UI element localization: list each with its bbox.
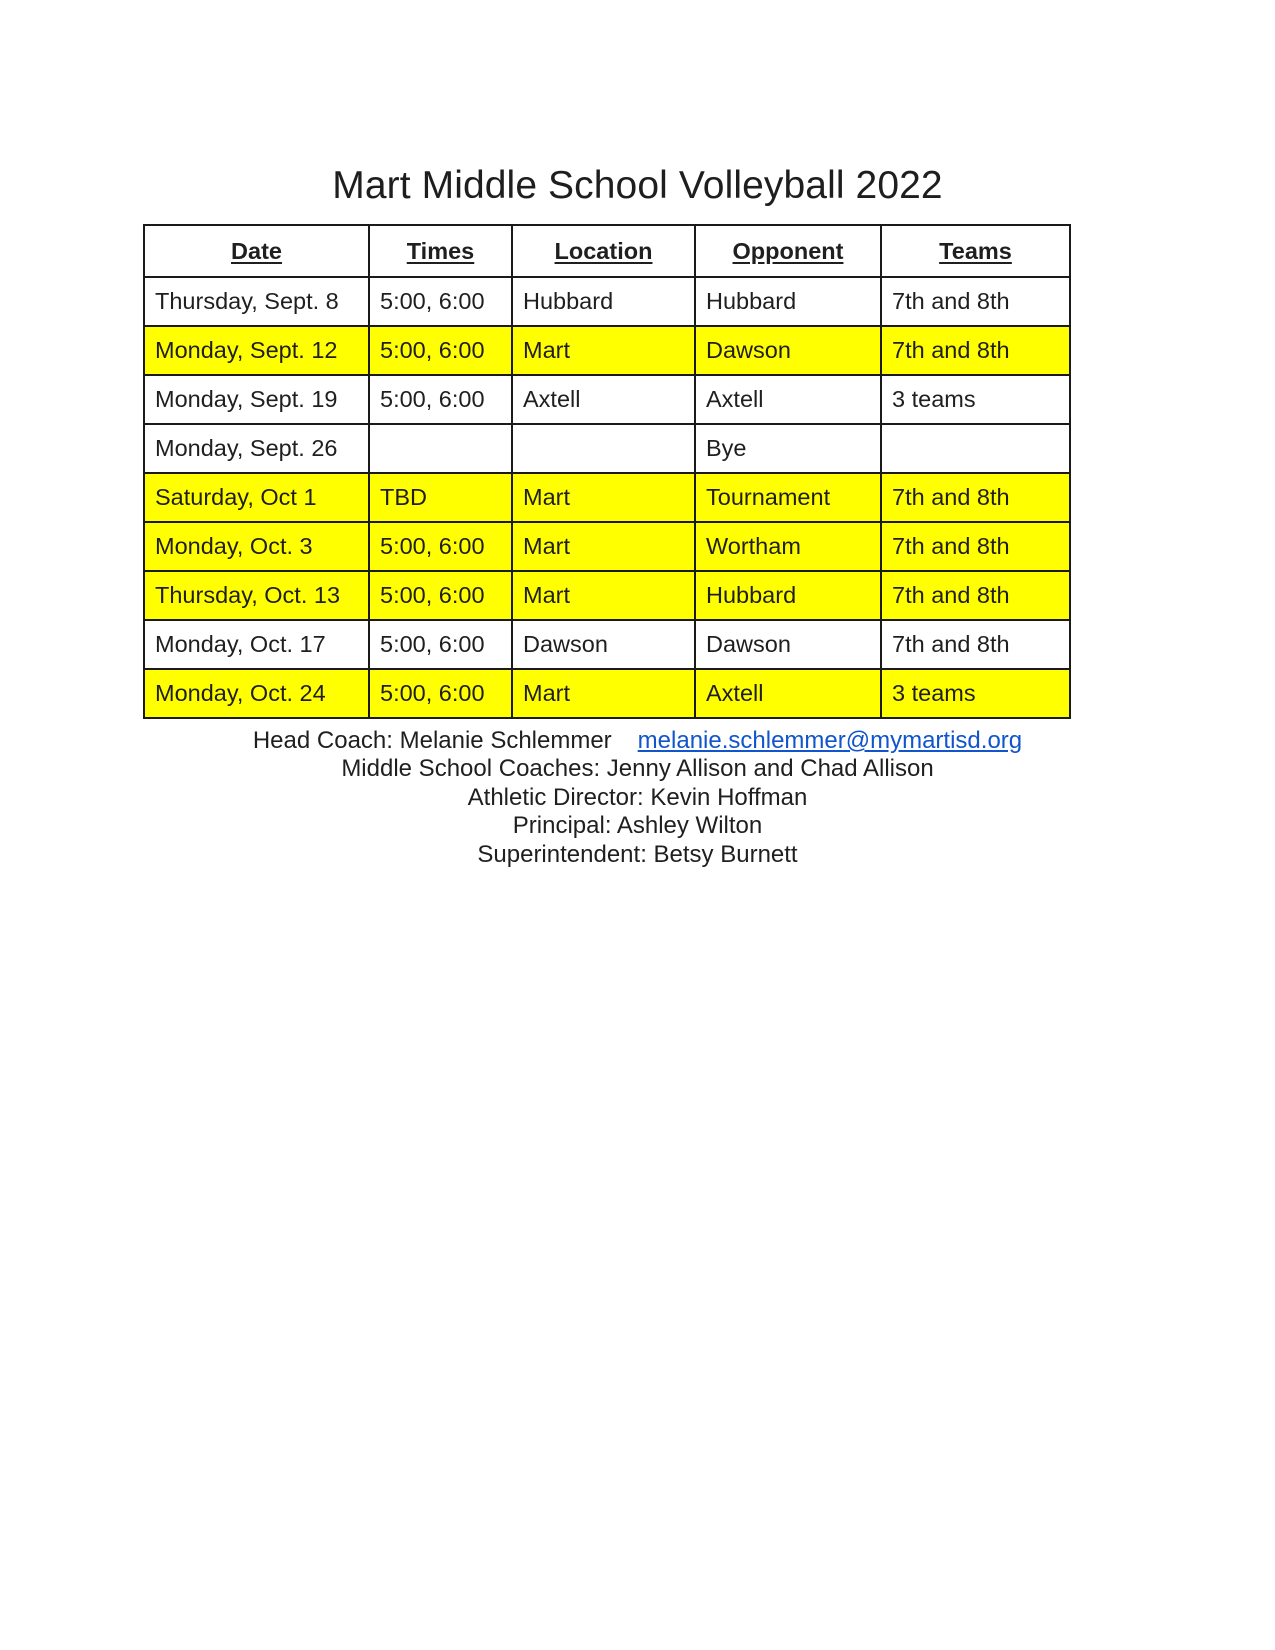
staff-line-athletic-director: Athletic Director: Kevin Hoffman <box>467 783 808 811</box>
cell-date: Monday, Oct. 24 <box>144 669 369 718</box>
cell-teams: 3 teams <box>881 669 1070 718</box>
cell-opponent: Dawson <box>695 620 881 669</box>
cell-opponent: Bye <box>695 424 881 473</box>
staff-line-head-coach <box>0 727 1275 755</box>
cell-location: Dawson <box>512 620 695 669</box>
head-coach-email-link[interactable]: melanie.schlemmer@mymartisd.org <box>637 727 1023 754</box>
cell-teams: 7th and 8th <box>881 473 1070 522</box>
cell-location: Axtell <box>512 375 695 424</box>
cell-teams <box>881 424 1070 473</box>
staff-line-middle-school-coaches: Middle School Coaches: Jenny Allison and Chad Allison <box>341 755 934 783</box>
cell-teams: 7th and 8th <box>881 277 1070 326</box>
column-header-opponent <box>695 225 881 277</box>
cell-location <box>512 424 695 473</box>
cell-opponent: Axtell <box>695 669 881 718</box>
cell-teams: 7th and 8th <box>881 620 1070 669</box>
table-row <box>144 424 1070 473</box>
column-header-teams-label: Teams <box>939 237 1012 264</box>
cell-location: Mart <box>512 571 695 620</box>
cell-location: Mart <box>512 669 695 718</box>
table-row <box>144 669 1070 718</box>
table-row <box>144 571 1070 620</box>
table-body <box>144 277 1070 718</box>
cell-times: 5:00, 6:00 <box>369 620 512 669</box>
table-header-row <box>144 225 1070 277</box>
column-header-times <box>369 225 512 277</box>
cell-location: Mart <box>512 473 695 522</box>
cell-date: Saturday, Oct 1 <box>144 473 369 522</box>
table-row <box>144 375 1070 424</box>
head-coach-label: Head Coach: Melanie Schlemmer <box>252 727 612 754</box>
page-title: Mart Middle School Volleyball 2022 <box>332 164 943 208</box>
table-row <box>144 277 1070 326</box>
cell-opponent: Dawson <box>695 326 881 375</box>
column-header-date <box>144 225 369 277</box>
cell-date: Monday, Sept. 12 <box>144 326 369 375</box>
cell-date: Monday, Oct. 17 <box>144 620 369 669</box>
cell-times: 5:00, 6:00 <box>369 375 512 424</box>
cell-date: Monday, Sept. 26 <box>144 424 369 473</box>
cell-opponent: Hubbard <box>695 277 881 326</box>
cell-times <box>369 424 512 473</box>
cell-date: Thursday, Oct. 13 <box>144 571 369 620</box>
cell-location: Mart <box>512 326 695 375</box>
cell-date: Monday, Oct. 3 <box>144 522 369 571</box>
schedule-table-container <box>143 224 1069 719</box>
cell-times: 5:00, 6:00 <box>369 522 512 571</box>
cell-location: Hubbard <box>512 277 695 326</box>
cell-teams: 7th and 8th <box>881 571 1070 620</box>
cell-date: Thursday, Sept. 8 <box>144 277 369 326</box>
cell-opponent: Wortham <box>695 522 881 571</box>
cell-teams: 7th and 8th <box>881 522 1070 571</box>
column-header-date-label: Date <box>231 237 282 264</box>
cell-teams: 3 teams <box>881 375 1070 424</box>
staff-contact-block <box>0 727 1275 869</box>
cell-times: 5:00, 6:00 <box>369 669 512 718</box>
table-header <box>144 225 1070 277</box>
table-row <box>144 326 1070 375</box>
cell-times: 5:00, 6:00 <box>369 571 512 620</box>
table-row <box>144 522 1070 571</box>
volleyball-schedule-table <box>143 224 1071 719</box>
staff-line-superintendent: Superintendent: Betsy Burnett <box>477 840 798 868</box>
staff-line-principal: Principal: Ashley Wilton <box>512 812 763 840</box>
column-header-teams <box>881 225 1070 277</box>
cell-opponent: Axtell <box>695 375 881 424</box>
cell-opponent: Hubbard <box>695 571 881 620</box>
column-header-location-label: Location <box>554 237 653 264</box>
cell-times: 5:00, 6:00 <box>369 326 512 375</box>
column-header-opponent-label: Opponent <box>732 237 844 264</box>
column-header-location <box>512 225 695 277</box>
cell-location: Mart <box>512 522 695 571</box>
column-header-times-label: Times <box>406 237 475 264</box>
cell-times: TBD <box>369 473 512 522</box>
table-row <box>144 473 1070 522</box>
cell-times: 5:00, 6:00 <box>369 277 512 326</box>
cell-date: Monday, Sept. 19 <box>144 375 369 424</box>
table-row <box>144 620 1070 669</box>
cell-opponent: Tournament <box>695 473 881 522</box>
cell-teams: 7th and 8th <box>881 326 1070 375</box>
